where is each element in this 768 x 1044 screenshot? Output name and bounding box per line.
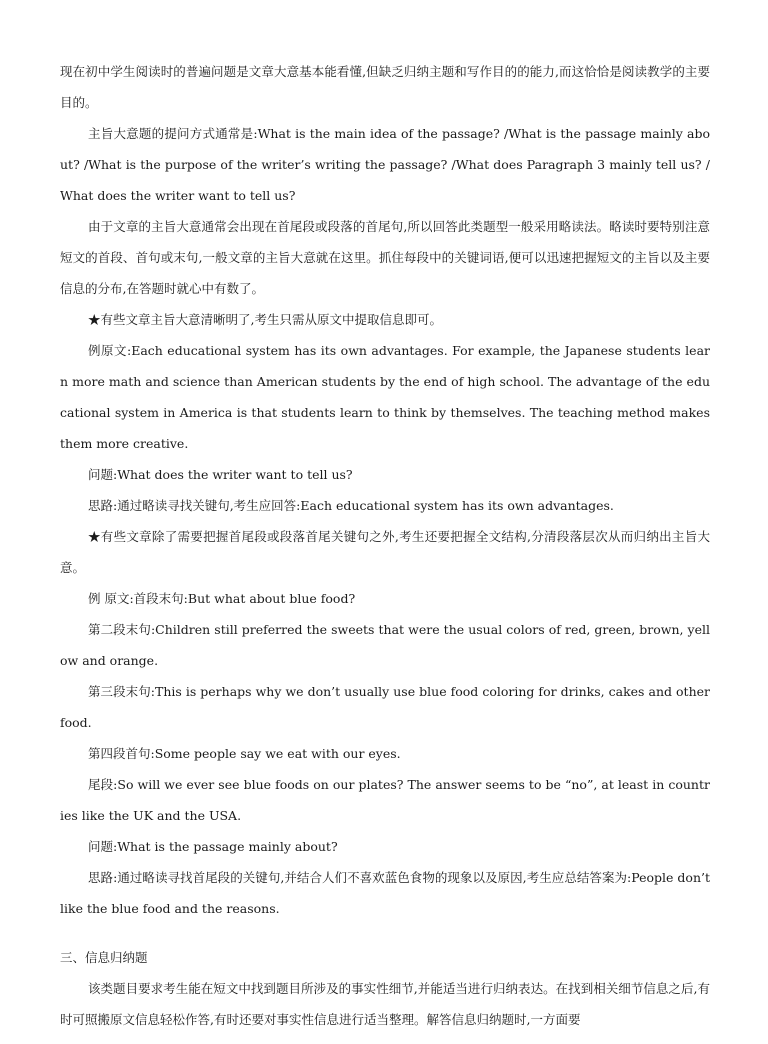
paragraph-example2-third: 第三段末句:This is perhaps why we don’t usually use blue food coloring for drinks, cakes and other food.	[60, 684, 710, 730]
paragraph-question-forms: 主旨大意题的提问方式通常是:What is the main idea of the passage? /What is the passage mainly about? /What is the purpose of the writer’s writing the passage? /What does Paragraph 3 mainly tell us? /What does the writer want to tell us?	[60, 126, 710, 203]
document-page	[60, 56, 710, 1035]
paragraph-intro: 现在初中学生阅读时的普遍问题是文章大意基本能看懂,但缺乏归纳主题和写作目的的能力,而这恰恰是阅读教学的主要目的。	[60, 64, 710, 110]
paragraph-example-original: 例原文:Each educational system has its own advantages. For example, the Japanese students learn more math and science than American students by the end of high school. The advantage of the educational system in America is that students learn to think by themselves. The teaching method makes them more creative.	[60, 343, 710, 451]
paragraph-tip-clear-main-idea: ★有些文章主旨大意清晰明了,考生只需从原文中提取信息即可。	[88, 312, 442, 327]
paragraph-tip-structure: ★有些文章除了需要把握首尾段或段落首尾关键句之外,考生还要把握全文结构,分清段落层次从而归纳出主旨大意。	[60, 529, 710, 575]
paragraph-skimming-method: 由于文章的主旨大意通常会出现在首尾段或段落的首尾句,所以回答此类题型一般采用略读法。略读时要特别注意短文的首段、首句或末句,一般文章的主旨大意就在这里。抓住每段中的关键词语,便可以迅速把握短文的主旨以及主要信息的分布,在答题时就心中有数了。	[60, 219, 710, 296]
paragraph-example2-fourth: 第四段首句:Some people say we eat with our eyes.	[88, 746, 401, 761]
paragraph-example-question: 问题:What does the writer want to tell us?	[88, 467, 353, 482]
section-heading: 三、信息归纳题	[60, 950, 148, 965]
paragraph-example2-last: 尾段:So will we ever see blue foods on our plates? The answer seems to be “no”, at least in countries like the UK and the USA.	[60, 777, 710, 823]
paragraph-example2-approach: 思路:通过略读寻找首尾段的关键句,并结合人们不喜欢蓝色食物的现象以及原因,考生应总结答案为:People don’t like the blue food and the reasons.	[60, 870, 710, 916]
paragraph-example2-first: 例 原文:首段末句:But what about blue food?	[88, 591, 356, 606]
paragraph-example-approach: 思路:通过略读寻找关键句,考生应回答:Each educational system has its own advantages.	[88, 498, 614, 513]
section-paragraph: 该类题目要求考生能在短文中找到题目所涉及的事实性细节,并能适当进行归纳表达。在找到相关细节信息之后,有时可照搬原文信息轻松作答,有时还要对事实性信息进行适当整理。解答信息归纳题时,一方面要	[60, 981, 710, 1027]
paragraph-example2-second: 第二段末句:Children still preferred the sweets that were the usual colors of red, green, brown, yellow and orange.	[60, 622, 710, 668]
paragraph-example2-question: 问题:What is the passage mainly about?	[88, 839, 338, 854]
